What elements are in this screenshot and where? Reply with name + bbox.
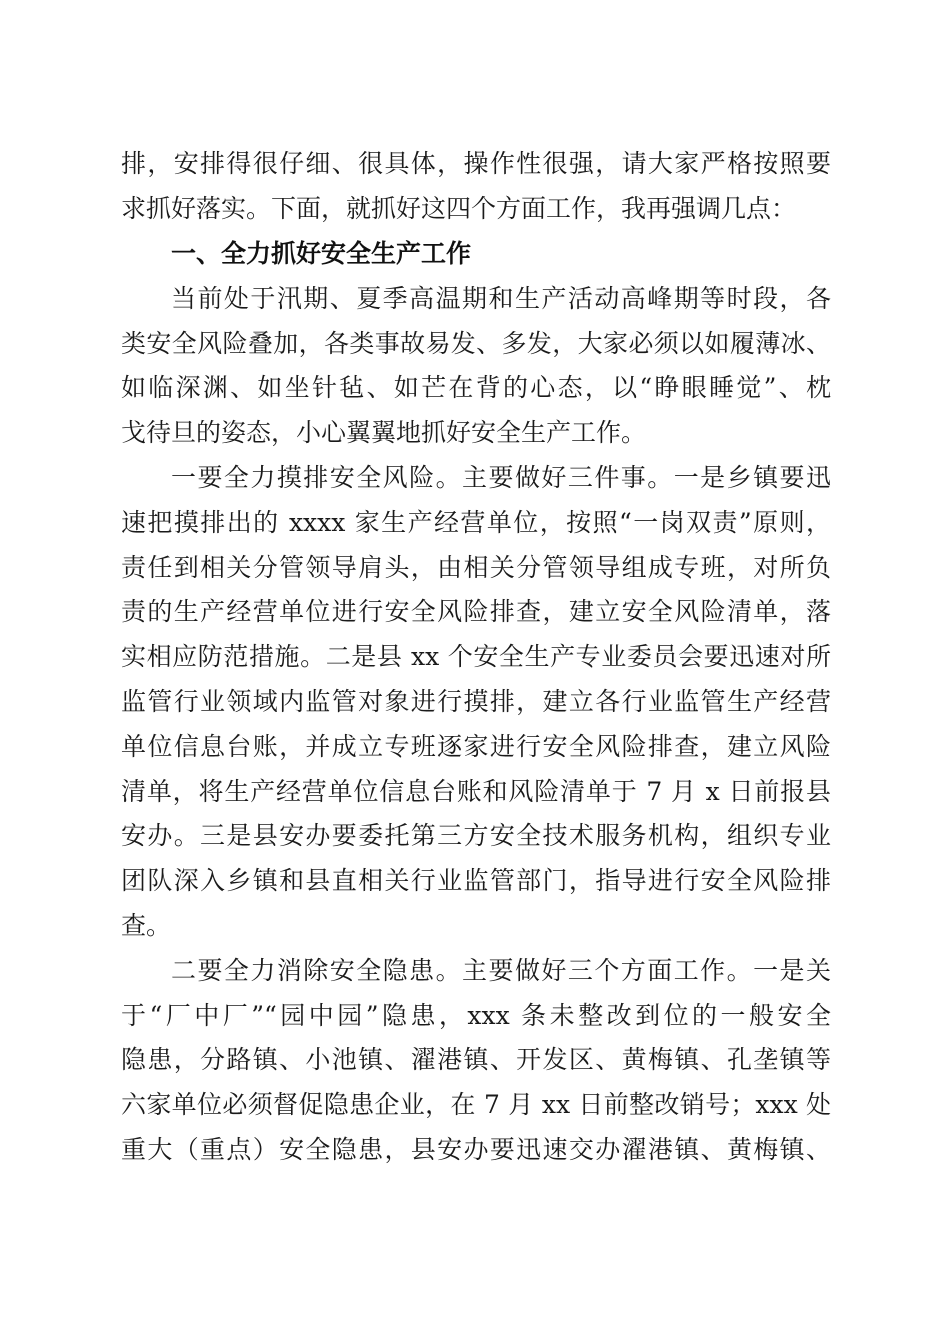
body-line: 求抓好落实。下面，就抓好这四个方面工作，我再强调几点： (121, 194, 797, 223)
body-line: 隐患，分路镇、小池镇、濯港镇、开发区、黄梅镇、孔垄镇等 (121, 1045, 831, 1074)
body-line: 责任到相关分管领导肩头，由相关分管领导组成专班，对所负 (121, 553, 831, 582)
body-line: 类安全风险叠加，各类事故易发、多发，大家必须以如履薄冰、 (121, 329, 831, 358)
body-line: 清单，将生产经营单位信息台账和风险清单于 7 月 x 日前报县 (121, 777, 831, 806)
body-line: 监管行业领域内监管对象进行摸排，建立各行业监管生产经营 (121, 687, 831, 716)
body-line: 于“厂中厂”“园中园”隐患，xxx 条未整改到位的一般安全 (121, 1001, 831, 1030)
body-line: 如临深渊、如坐针毡、如芒在背的心态，以“睁眼睡觉”、枕 (121, 373, 831, 402)
body-line: 速把摸排出的 xxxx 家生产经营单位，按照“一岗双责”原则， (121, 508, 831, 537)
body-line: 六家单位必须督促隐患企业，在 7 月 xx 日前整改销号；xxx 处 (121, 1090, 831, 1119)
body-line: 排，安排得很仔细、很具体，操作性很强，请大家严格按照要 (121, 149, 831, 178)
section-heading: 一、全力抓好安全生产工作 (171, 239, 472, 268)
body-line: 当前处于汛期、夏季高温期和生产活动高峰期等时段，各 (171, 284, 831, 313)
body-line: 二要全力消除安全隐患。主要做好三个方面工作。一是关 (171, 956, 831, 985)
body-line: 责的生产经营单位进行安全风险排查，建立安全风险清单，落 (121, 597, 831, 626)
body-line: 团队深入乡镇和县直相关行业监管部门，指导进行安全风险排 (121, 866, 831, 895)
body-line: 安办。三是县安办要委托第三方安全技术服务机构，组织专业 (121, 821, 831, 850)
body-line: 重大（重点）安全隐患，县安办要迅速交办濯港镇、黄梅镇、 (121, 1135, 831, 1164)
body-line: 查。 (121, 911, 172, 940)
body-line: 戈待旦的姿态，小心翼翼地抓好安全生产工作。 (121, 418, 647, 447)
body-line: 一要全力摸排安全风险。主要做好三件事。一是乡镇要迅 (171, 463, 831, 492)
body-line: 实相应防范措施。二是县 xx 个安全生产专业委员会要迅速对所 (121, 642, 831, 671)
body-line: 单位信息台账，并成立专班逐家进行安全风险排查，建立风险 (121, 732, 831, 761)
